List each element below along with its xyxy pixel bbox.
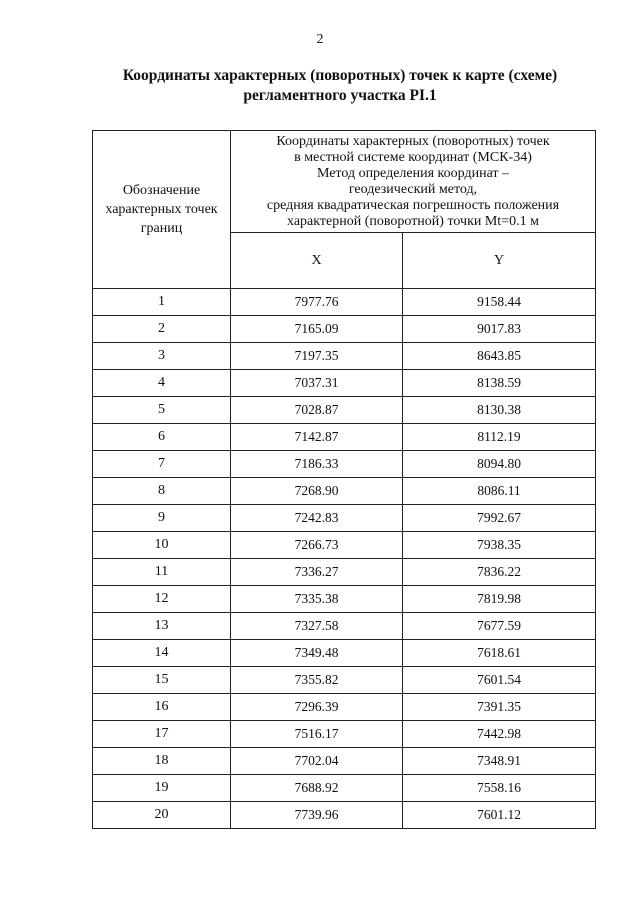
point-id-cell: 14 xyxy=(93,640,231,667)
x-coordinate-cell: 7355.82 xyxy=(231,667,403,694)
point-id-cell: 3 xyxy=(93,343,231,370)
x-coordinate-cell: 7028.87 xyxy=(231,397,403,424)
header-coordinate-method xyxy=(231,131,596,233)
table-row xyxy=(93,586,596,613)
coordinates-body xyxy=(93,289,596,829)
title-line-2: регламентного участка РІ.1 xyxy=(243,87,437,104)
point-id-cell: 20 xyxy=(93,802,231,829)
y-coordinate-cell: 7558.16 xyxy=(403,775,596,802)
y-coordinate-cell: 7677.59 xyxy=(403,613,596,640)
y-coordinate-cell: 8130.38 xyxy=(403,397,596,424)
table-row xyxy=(93,802,596,829)
point-id-cell: 1 xyxy=(93,289,231,316)
table-row xyxy=(93,370,596,397)
point-id-cell: 5 xyxy=(93,397,231,424)
x-coordinate-cell: 7739.96 xyxy=(231,802,403,829)
point-id-cell: 19 xyxy=(93,775,231,802)
header-point-designation-line: характерных точек xyxy=(105,202,218,217)
y-coordinate-cell: 8112.19 xyxy=(403,424,596,451)
x-coordinate-cell: 7702.04 xyxy=(231,748,403,775)
y-coordinate-cell: 7836.22 xyxy=(403,559,596,586)
y-coordinate-cell: 7601.54 xyxy=(403,667,596,694)
table-row xyxy=(93,343,596,370)
y-coordinate-cell: 9017.83 xyxy=(403,316,596,343)
header-x: X xyxy=(231,233,403,289)
header-method-line: Координаты характерных (поворотных) точек xyxy=(276,133,550,149)
page-number: 2 xyxy=(316,32,324,47)
y-coordinate-cell: 7348.91 xyxy=(403,748,596,775)
header-point-designation-line: Обозначение xyxy=(122,183,201,198)
point-id-cell: 2 xyxy=(93,316,231,343)
x-coordinate-cell: 7268.90 xyxy=(231,478,403,505)
x-coordinate-cell: 7977.76 xyxy=(231,289,403,316)
x-coordinate-cell: 7327.58 xyxy=(231,613,403,640)
header-method-line: в местной системе координат (МСК-34) xyxy=(294,149,532,165)
point-id-cell: 17 xyxy=(93,721,231,748)
document-title xyxy=(60,66,620,106)
x-coordinate-cell: 7197.35 xyxy=(231,343,403,370)
header-method-line: характерной (поворотной) точки Mt=0.1 м xyxy=(287,213,539,229)
table-row xyxy=(93,478,596,505)
y-coordinate-cell: 8643.85 xyxy=(403,343,596,370)
point-id-cell: 13 xyxy=(93,613,231,640)
header-method-line: Метод определения координат – xyxy=(316,165,510,181)
x-coordinate-cell: 7296.39 xyxy=(231,694,403,721)
point-id-cell: 6 xyxy=(93,424,231,451)
table-row xyxy=(93,721,596,748)
x-coordinate-cell: 7335.38 xyxy=(231,586,403,613)
x-coordinate-cell: 7165.09 xyxy=(231,316,403,343)
table-row xyxy=(93,559,596,586)
y-coordinate-cell: 7938.35 xyxy=(403,532,596,559)
table-row xyxy=(93,505,596,532)
table-row xyxy=(93,667,596,694)
table-row xyxy=(93,640,596,667)
x-coordinate-cell: 7242.83 xyxy=(231,505,403,532)
x-coordinate-cell: 7142.87 xyxy=(231,424,403,451)
x-coordinate-cell: 7266.73 xyxy=(231,532,403,559)
x-coordinate-cell: 7349.48 xyxy=(231,640,403,667)
x-coordinate-cell: 7688.92 xyxy=(231,775,403,802)
point-id-cell: 16 xyxy=(93,694,231,721)
x-coordinate-cell: 7336.27 xyxy=(231,559,403,586)
table-row xyxy=(93,532,596,559)
table-row xyxy=(93,451,596,478)
header-point-designation xyxy=(93,131,231,289)
y-coordinate-cell: 7391.35 xyxy=(403,694,596,721)
table-row xyxy=(93,775,596,802)
y-coordinate-cell: 7601.12 xyxy=(403,802,596,829)
point-id-cell: 12 xyxy=(93,586,231,613)
table-row xyxy=(93,397,596,424)
y-coordinate-cell: 7819.98 xyxy=(403,586,596,613)
y-coordinate-cell: 7442.98 xyxy=(403,721,596,748)
point-id-cell: 7 xyxy=(93,451,231,478)
table-row xyxy=(93,748,596,775)
y-coordinate-cell: 8094.80 xyxy=(403,451,596,478)
point-id-cell: 8 xyxy=(93,478,231,505)
header-method-line: средняя квадратическая погрешность положения xyxy=(266,197,560,213)
table-row xyxy=(93,613,596,640)
header-y: Y xyxy=(403,233,596,289)
table-row xyxy=(93,424,596,451)
point-id-cell: 4 xyxy=(93,370,231,397)
x-coordinate-cell: 7516.17 xyxy=(231,721,403,748)
table-row xyxy=(93,316,596,343)
x-coordinate-cell: 7186.33 xyxy=(231,451,403,478)
point-id-cell: 9 xyxy=(93,505,231,532)
y-coordinate-cell: 8138.59 xyxy=(403,370,596,397)
y-coordinate-cell: 8086.11 xyxy=(403,478,596,505)
table-row xyxy=(93,694,596,721)
x-coordinate-cell: 7037.31 xyxy=(231,370,403,397)
point-id-cell: 15 xyxy=(93,667,231,694)
point-id-cell: 18 xyxy=(93,748,231,775)
point-id-cell: 10 xyxy=(93,532,231,559)
y-coordinate-cell: 9158.44 xyxy=(403,289,596,316)
table-row xyxy=(93,289,596,316)
y-coordinate-cell: 7618.61 xyxy=(403,640,596,667)
header-method-line: геодезический метод, xyxy=(348,181,478,197)
header-point-designation-line: границ xyxy=(140,221,183,236)
title-line-1: Координаты характерных (поворотных) точек к карте (схеме) xyxy=(122,67,558,84)
point-id-cell: 11 xyxy=(93,559,231,586)
y-coordinate-cell: 7992.67 xyxy=(403,505,596,532)
coordinates-table xyxy=(92,130,596,829)
